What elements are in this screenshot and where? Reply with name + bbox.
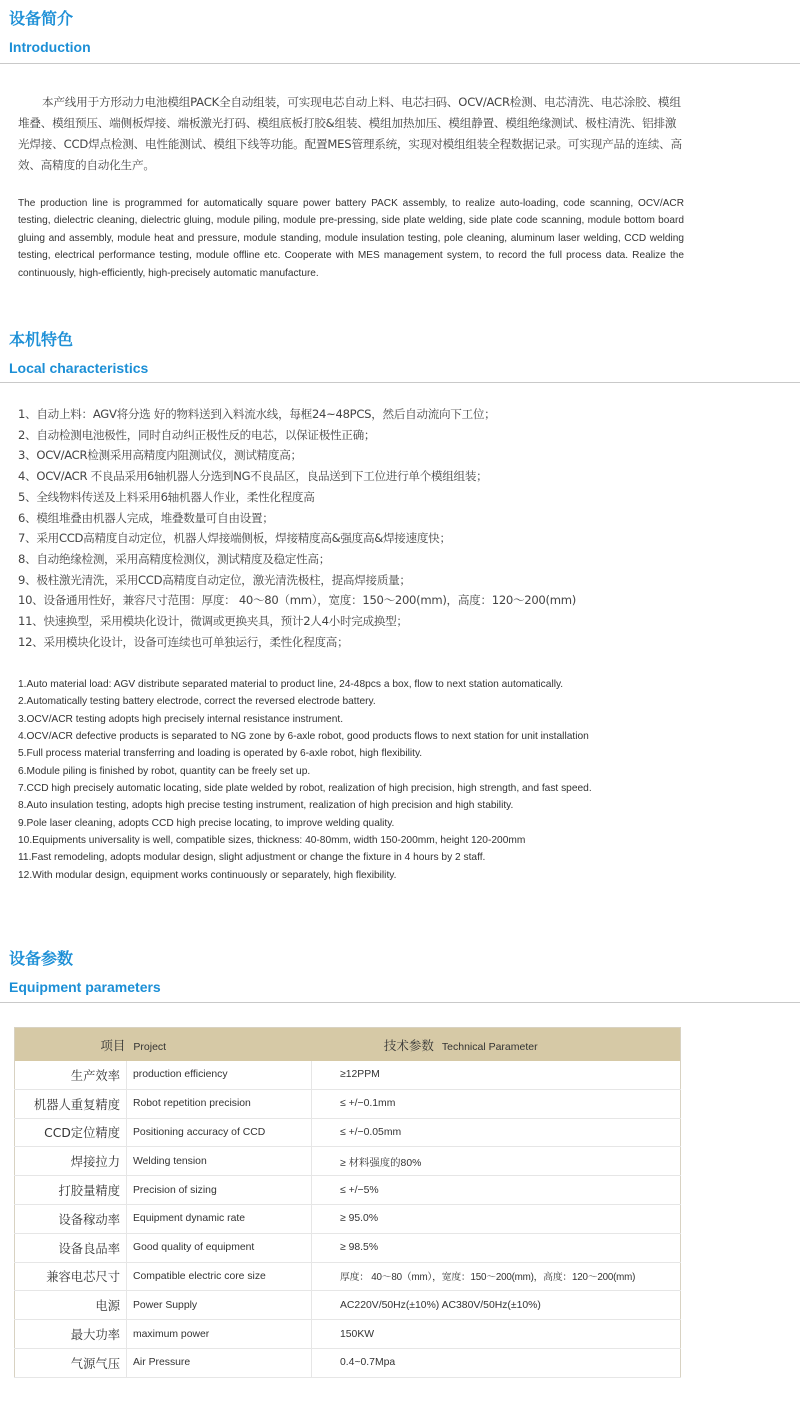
feature-item-en: 3.OCV/ACR testing adopts high precisely internal resistance instrument.: [18, 713, 344, 725]
feature-item-zh: 5、全线物料传送及上料采用6轴机器人作业，柔性化程度高: [18, 489, 315, 504]
table-row: [15, 1233, 681, 1262]
param-name-en: Robot repetition precision: [127, 1089, 312, 1118]
params-heading-zh: 设备参数: [9, 949, 74, 968]
table-row: [15, 1204, 681, 1233]
param-value: 厚度： 40～80（mm），宽度：150～200(mm)，高度：120～200(mm): [312, 1262, 681, 1291]
table-row: [15, 1089, 681, 1118]
table-row: [15, 1061, 681, 1090]
param-name-en: maximum power: [127, 1320, 312, 1349]
features-list-en: [18, 676, 718, 884]
feature-item-en: 11.Fast remodeling, adopts modular design, slight adjustment or change the fixture in 4 hours by 2 staff.: [18, 852, 486, 864]
param-name-zh: 打胶量精度: [15, 1176, 127, 1205]
feature-item-zh: 3、OCV/ACR检测采用高精度内阻测试仪，测试精度高；: [18, 448, 302, 463]
intro-heading-zh: 设备简介: [9, 9, 74, 28]
param-name-en: Good quality of equipment: [127, 1233, 312, 1262]
feature-item-zh: 11、快速换型，采用模块化设计，微调或更换夹具，预计2人4小时完成换型；: [18, 614, 408, 629]
param-name-zh: CCD定位精度: [15, 1118, 127, 1147]
param-name-zh: 电源: [15, 1291, 127, 1320]
features-heading-en: Local characteristics: [9, 360, 149, 376]
feature-item-en: 6.Module piling is finished by robot, quantity can be freely set up.: [18, 765, 311, 777]
table-row: [15, 1348, 681, 1377]
feature-item-zh: 7、采用CCD高精度自动定位，机器人焊接端侧板，焊接精度高&强度高&焊接速度快；: [18, 531, 451, 546]
param-name-en: Positioning accuracy of CCD: [127, 1118, 312, 1147]
intro-heading-en: Introduction: [9, 39, 91, 55]
feature-item-en: 9.Pole laser cleaning, adopts CCD high precise locating, to improve welding quality.: [18, 817, 395, 829]
table-row: [15, 1291, 681, 1320]
feature-item-zh: 1、自动上料：AGV将分选 好的物料送到入料流水线，每框24~48PCS，然后自动流向下工位；: [18, 407, 496, 421]
feature-item-en: 5.Full process material transferring and loading is operated by 6-axle robot, high flexibility.: [18, 748, 423, 760]
param-value: 150KW: [312, 1320, 681, 1349]
feature-item-zh: 6、模组堆叠由机器人完成，堆叠数量可自由设置；: [18, 510, 274, 525]
table-row: [15, 1147, 681, 1176]
param-value: AC220V/50Hz(±10%) AC380V/50Hz(±10%): [312, 1291, 681, 1320]
param-name-zh: 设备稼动率: [15, 1204, 127, 1233]
intro-paragraph-en: The production line is programmed for automatically square power battery PACK assembly, to realize auto-loading, code scanning, OCV/ACR testing, dielectric cleaning, dielectric gluing, module piling, module pre-pressing, side plate welding, side plate code scanning, module bottom board gluing and assembly, module heat and pressure, module standing, module insulation testing, pole cleaning, aluminum laser welding, CCD welding testing, electrical performance testing, module offline etc. Cooperate with MES management system, to record the full process data. Realize the continuously, high-efficiently, high-precisely automatic manufacture.: [18, 198, 684, 279]
tech-header: [312, 1028, 681, 1061]
param-value: ≤ +/−0.1mm: [312, 1089, 681, 1118]
param-name-en: Equipment dynamic rate: [127, 1204, 312, 1233]
param-name-en: Precision of sizing: [127, 1176, 312, 1205]
param-value: ≥ 95.0%: [312, 1204, 681, 1233]
feature-item-zh: 9、极柱激光清洗，采用CCD高精度自动定位，激光清洗极柱，提高焊接质量；: [18, 572, 411, 587]
feature-item-en: 8.Auto insulation testing, adopts high precise testing instrument, realization of high precision and high stability.: [18, 800, 514, 812]
param-name-zh: 机器人重复精度: [15, 1089, 127, 1118]
feature-item-en: 7.CCD high precisely automatic locating, side plate welded by robot, realization of high precision, high strength, and fast speed.: [18, 783, 592, 795]
param-name-zh: 生产效率: [15, 1061, 127, 1090]
feature-item-en: 10.Equipments universality is well, compatible sizes, thickness: 40-80mm, width 150-200mm, height 120-200mm: [18, 835, 526, 847]
param-name-zh: 焊接拉力: [15, 1147, 127, 1176]
table-row: [15, 1262, 681, 1291]
param-value: ≥ 材料强度的80%: [312, 1147, 681, 1176]
project-header-en: Project: [133, 1040, 167, 1053]
param-name-en: Welding tension: [127, 1147, 312, 1176]
param-value: ≤ +/−5%: [312, 1176, 681, 1205]
project-header: [15, 1028, 312, 1061]
intro-paragraph-zh: 本产线用于方形动力电池模组PACK全自动组装，可实现电芯自动上料、电芯扫码、OCV/ACR检测、电芯清洗、电芯涂胶、模组堆叠、模组预压、端侧板焊接、端板激光打码、模组底板打胶&组装、模组加热加压、模组静置、模组绝缘测试、极柱清洗、铝排激光焊接、CCD焊点检测、电性能测试、模组下线等功能。配置MES管理系统，实现对模组组装全程数据记录。可实现产品的连续、高效、高精度的自动化生产。: [18, 95, 682, 172]
param-name-en: Power Supply: [127, 1291, 312, 1320]
param-value: ≥12PPM: [312, 1061, 681, 1090]
param-name-zh: 兼容电芯尺寸: [15, 1262, 127, 1291]
param-name-zh: 设备良品率: [15, 1233, 127, 1262]
tech-header-zh: 技术参数: [383, 1037, 434, 1053]
intro-divider: [0, 63, 800, 64]
params-divider: [0, 1002, 800, 1003]
params-heading-en: Equipment parameters: [9, 979, 161, 995]
param-name-zh: 气源气压: [15, 1348, 127, 1377]
project-header-zh: 项目: [100, 1037, 126, 1053]
table-row: [15, 1118, 681, 1147]
features-heading-zh: 本机特色: [9, 330, 74, 349]
feature-item-zh: 2、自动检测电池极性，同时自动纠正极性反的电芯，以保证极性正确；: [18, 427, 376, 442]
feature-item-zh: 10、设备通用性好，兼容尺寸范围：厚度： 40～80（mm），宽度：150～200(mm)，高度：120～200(mm): [18, 593, 576, 608]
feature-item-zh: 12、采用模块化设计，设备可连续也可单独运行，柔性化程度高；: [18, 634, 349, 649]
features-list-zh: [18, 404, 718, 652]
param-name-en: Compatible electric core size: [127, 1262, 312, 1291]
feature-item-en: 4.OCV/ACR defective products is separated to NG zone by 6-axle robot, good products flows to next station for unit installation: [18, 731, 589, 743]
param-name-zh: 最大功率: [15, 1320, 127, 1349]
param-name-en: Air Pressure: [127, 1348, 312, 1377]
table-header-row: [15, 1028, 681, 1061]
feature-item-zh: 4、OCV/ACR 不良品采用6轴机器人分选到NG不良品区，良品送到下工位进行单个模组组装；: [18, 469, 488, 484]
param-name-en: production efficiency: [127, 1061, 312, 1090]
feature-item-en: 2.Automatically testing battery electrode, correct the reversed electrode battery.: [18, 696, 376, 708]
feature-item-en: 12.With modular design, equipment works continuously or separately, high flexibility.: [18, 869, 397, 881]
param-value: ≤ +/−0.05mm: [312, 1118, 681, 1147]
parameters-table: [14, 1027, 681, 1378]
table-row: [15, 1320, 681, 1349]
feature-item-en: 1.Auto material load: AGV distribute separated material to product line, 24-48pcs a box, flow to next station automatically.: [18, 679, 564, 690]
tech-header-en: Technical Parameter: [441, 1040, 538, 1053]
feature-item-zh: 8、自动绝缘检测，采用高精度检测仪，测试精度及稳定性高；: [18, 551, 331, 566]
table-row: [15, 1176, 681, 1205]
param-value: 0.4~0.7Mpa: [312, 1348, 681, 1377]
features-divider: [0, 382, 800, 383]
param-value: ≥ 98.5%: [312, 1233, 681, 1262]
